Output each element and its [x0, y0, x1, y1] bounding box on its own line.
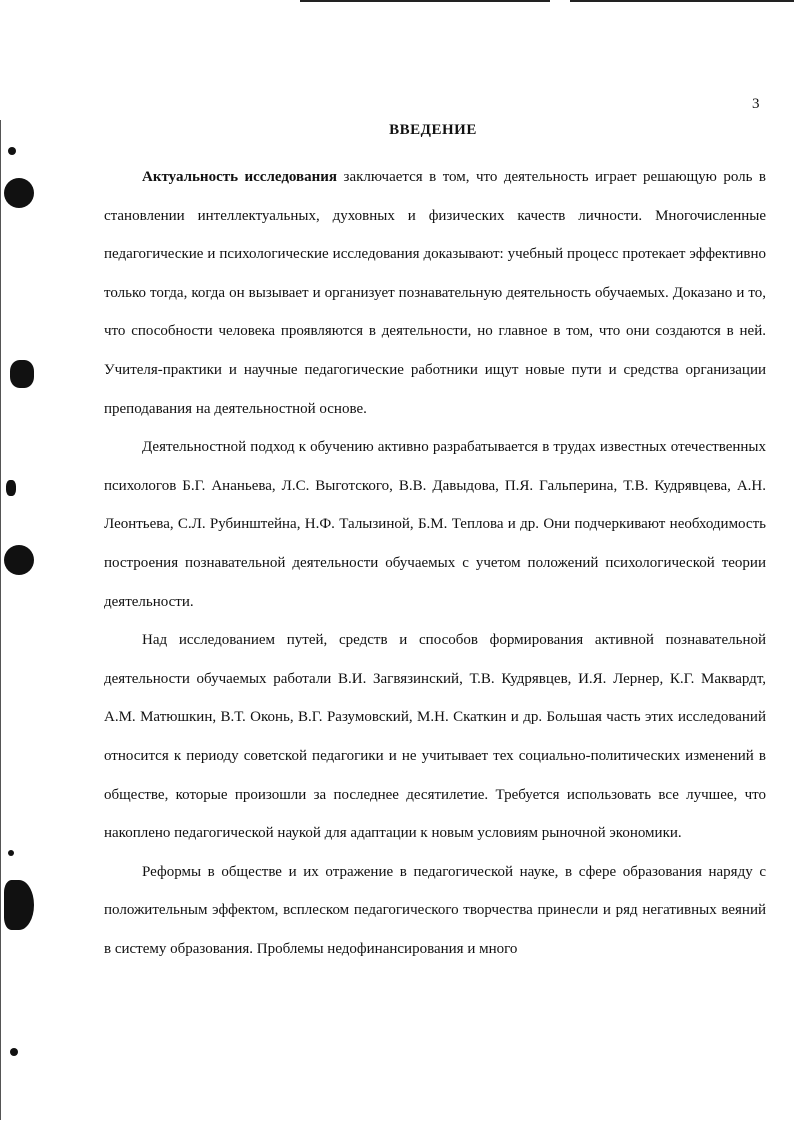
scan-dot — [8, 147, 16, 155]
paragraph-4 — [104, 853, 766, 969]
scan-blot — [10, 360, 34, 388]
paragraph-text: заключается в том, что деятельность играет решающую роль в становлении интеллектуальных, духовных и физических качеств личности. Многочисленные педагогические и психологические исследования доказывают: учебный процесс протекает эффективно только тогда, когда он вызывает и организует познавательную деятельность обучаемых. Доказано и то, что способности человека проявляются в деятельности, но главное в том, что они создаются в ней. Учителя-практики и научные педагогические работники ищут новые пути и средства организации преподавания на деятельностной основе. — [104, 169, 767, 417]
scan-top-rule — [570, 0, 794, 2]
scan-blot — [4, 880, 34, 930]
scan-top-rule — [300, 0, 550, 2]
paragraph-text: Над исследованием путей, средств и способов формирования активной познавательной деятельности обучаемых работали В.И. Загвязинский, Т.В. Кудрявцев, И.Я. Лернер, К.Г. Маквардт, А.М. Матюшкин, В.Т. Оконь, В.Г. Разумовский, М.Н. Скаткин и др. Большая часть этих исследований относится к периоду советской педагогики и не учитывает тех социально-политических изменений в обществе, которые произошли за последнее десятилетие. Требуется использовать все лучшее, что накоплено педагогической наукой для адаптации к новым условиям рыночной экономики. — [104, 632, 766, 842]
scan-dot — [10, 1048, 18, 1056]
paragraph-text: Реформы в обществе и их отражение в педагогической науке, в сфере образования наряду с положительным эффектом, всплеском педагогического творчества принесли и ряд негативных веяний в систему образования. Проблемы недофинансирования и много — [104, 863, 766, 957]
paragraph-3 — [104, 621, 766, 853]
scan-binding-edge — [0, 120, 7, 1120]
scan-dot — [8, 850, 14, 856]
paragraph-1 — [104, 158, 766, 428]
page-number: 3 — [752, 96, 760, 112]
punch-hole — [4, 178, 34, 208]
punch-hole — [4, 545, 34, 575]
page-title: ВВЕДЕНИЕ — [389, 122, 477, 138]
paragraph-2 — [104, 428, 766, 621]
scan-blot — [6, 480, 16, 496]
paragraph-text: Деятельностной подход к обучению активно разрабатывается в трудах известных отечественных психологов Б.Г. Ананьева, Л.С. Выготского, В.В. Давыдова, П.Я. Гальперина, Т.В. Кудрявцева, А.Н. Леонтьева, С.Л. Рубинштейна, Н.Ф. Талызиной, Б.М. Теплова и др. Они подчеркивают необходимость построения познавательной деятельности обучаемых с учетом положений психологической теории деятельности. — [104, 439, 766, 610]
paragraph-lead: Актуальность исследования — [142, 169, 338, 185]
document-body — [104, 158, 766, 968]
